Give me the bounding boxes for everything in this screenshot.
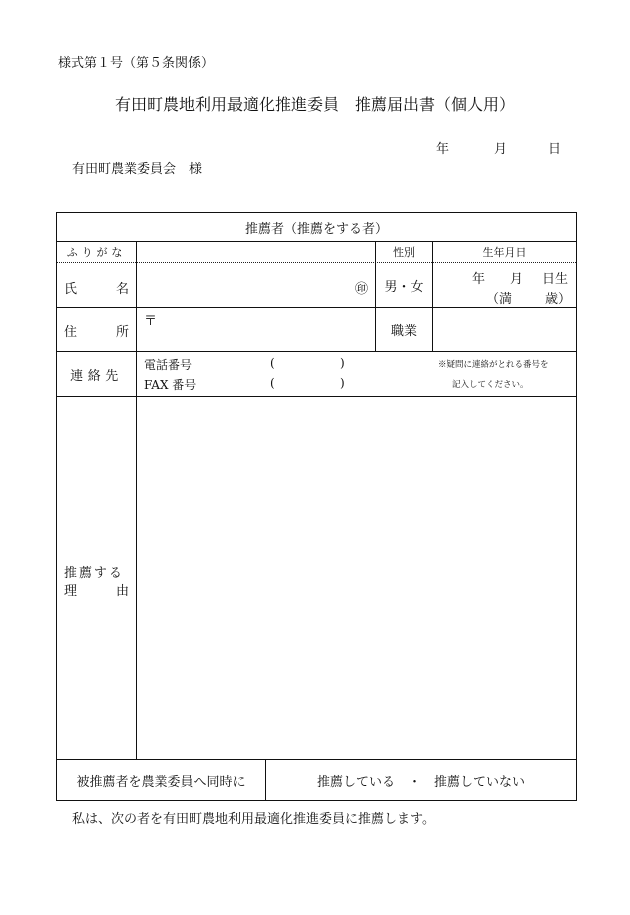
simultaneous-choices[interactable]: 推薦している ・ 推薦していない [316,774,525,790]
addressee: 有田町農業委員会 様 [72,162,203,177]
date-month-label: 月 [494,142,508,157]
reason-field[interactable] [137,397,576,759]
gender-header: 性別 [393,246,415,259]
contact-note-line-2: 記入してください。 [452,380,529,390]
phone-label: 電話番号 [144,358,193,372]
document-title: 有田町農地利用最適化推進委員 推薦届出書（個人用） [114,95,515,114]
furigana-field[interactable] [137,242,375,262]
date-year-label: 年 [436,142,450,157]
birth-year-label: 年 [472,272,486,287]
table-border-bottom [56,800,577,801]
postal-mark: 〒 [144,314,158,329]
declaration-statement: 私は、次の者を有田町農地利用最適化推進委員に推薦します。 [72,812,435,827]
age-open-label: （満 [486,292,513,307]
birth-month-label: 月 [510,272,524,287]
birthdate-header: 生年月日 [482,246,527,259]
address-label-char-2: 所 [116,325,130,340]
age-close-label: 歳） [545,292,572,307]
fax-paren-close: ) [340,376,345,390]
simultaneous-label: 被推薦者を農業委員へ同時に [76,774,246,790]
phone-field[interactable] [210,354,268,372]
seal-mark: ㊞ [355,282,369,297]
reason-label-line-1: 推薦する [64,566,124,581]
form-number: 様式第１号（第５条関係） [58,56,215,71]
table-border-left [56,212,57,801]
reason-label-char-1: 理 [64,584,78,599]
fax-paren-open: ( [270,376,275,390]
section-title: 推薦者（推薦をする者） [244,221,388,237]
address-field[interactable] [160,308,374,351]
table-border-right [576,212,577,801]
reason-label-char-2: 由 [116,584,130,599]
phone-paren-open: ( [270,356,275,370]
name-label-char-1: 氏 [64,282,78,297]
occupation-label: 職業 [390,324,417,339]
fax-label: FAX 番号 [144,378,197,392]
date-day-label: 日 [548,142,562,157]
contact-note-line-1: ※疑問に連絡がとれる番号を [438,360,549,370]
name-field[interactable] [137,263,375,307]
phone-paren-close: ) [340,356,345,370]
occupation-field[interactable] [433,308,576,351]
contact-label: 連絡先 [70,368,123,384]
address-label-char-1: 住 [64,325,78,340]
name-label-char-2: 名 [116,282,130,297]
furigana-label: ふりがな [66,246,127,259]
fax-field[interactable] [210,374,268,392]
birth-day-label: 日生 [542,272,569,287]
gender-value[interactable]: 男・女 [384,279,424,295]
